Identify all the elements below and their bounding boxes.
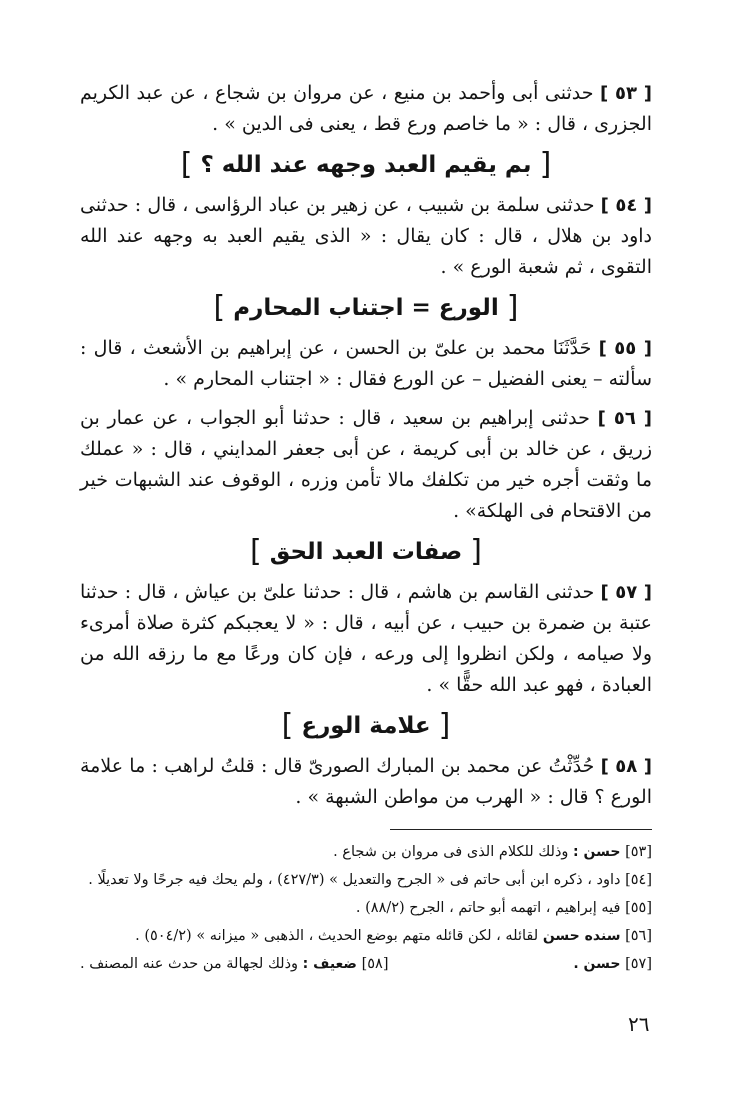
- narration-53: [80, 78, 652, 140]
- narration-number: [ ٥٤ ]: [600, 195, 652, 216]
- footnote-text: داود ، ذكره ابن أبى حاتم فى « الجرح والتعديل » (٤٢٧/٣) ، ولم يحك فيه جرحًا ولا تعديلًا .: [88, 872, 621, 888]
- narration-55: [80, 333, 652, 395]
- narration-number: [ ٥٨ ]: [600, 756, 652, 777]
- footnote-tag: [٥٨]: [361, 956, 389, 972]
- footnote-57: [573, 950, 652, 978]
- section-heading-text: الورع = اجتناب المحارم: [233, 295, 499, 321]
- footnote-grade: حسن :: [573, 844, 621, 860]
- narration-57: [80, 577, 652, 701]
- narration-54: [80, 190, 652, 283]
- section-heading-text: صفات العبد الحق: [269, 539, 463, 565]
- footnote-text: وذلك للكلام الذى فى مروان بن شجاع .: [333, 844, 569, 860]
- footnote-text: وذلك لجهالة من حدث عنه المصنف .: [80, 956, 299, 972]
- footnote-tag: [٥٧]: [625, 956, 652, 972]
- section-heading-4: [ علامة الورع ]: [281, 708, 451, 743]
- narration-number: [ ٥٥ ]: [598, 338, 652, 359]
- footnote-divider: [390, 829, 652, 830]
- narration-text: حدثنى سلمة بن شبيب ، عن زهير بن عباد الرؤاسى ، قال : حدثنى داود بن هلال ، قال : كان يقال : « الذى يقيم العبد به وجهه عند الله التقوى ، ثم شعبة الورع » .: [80, 194, 652, 278]
- narration-56: [80, 403, 652, 527]
- footnotes: [80, 838, 652, 978]
- footnote-text: لقائله ، لكن قائله متهم بوضع الحديث ، الذهبى « ميزانه » (٥٠٤/٢) .: [135, 928, 539, 944]
- footnote-grade: ضعيف :: [302, 956, 357, 972]
- narration-text: حُدِّثْتُ عن محمد بن المبارك الصورىّ قال : قلتُ لراهب : ما علامة الورع ؟ قال : « الهرب من مواطن الشبهة » .: [80, 755, 652, 808]
- footnote-text: فيه إبراهيم ، اتهمه أبو حاتم ، الجرح (٨٨/٢) .: [355, 900, 621, 916]
- footnote-tag: [٥٤]: [625, 872, 652, 888]
- narration-text: حدثنى إبراهيم بن سعيد ، قال : حدثنا أبو الجواب ، عن عمار بن زريق ، عن خالد بن أبى كريمة ، عن أبى جعفر المدايني ، قال : « عملك ما وثقت أجره خير من تكلفك مالا تأمن وزره ، الوقوف عند الشبهات خير من الاقتحام فى الهلكة» .: [80, 407, 652, 522]
- footnote-54: [80, 866, 652, 894]
- footnote-grade: سنده حسن: [542, 928, 621, 944]
- section-heading-text: بم يقيم العبد وجهه عند الله ؟: [200, 152, 532, 178]
- section-heading-1: [ بم يقيم العبد وجهه عند الله ؟ ]: [180, 147, 552, 182]
- footnote-53: [80, 838, 652, 866]
- narration-number: [ ٥٦ ]: [597, 408, 653, 429]
- narration-text: حدثنى القاسم بن هاشم ، قال : حدثنا علىّ بن عياش ، قال : حدثنا عتبة بن ضمرة بن حبيب ، عن أبيه ، قال : « لا يعجبكم كثرة صلاة أمرىء ولا صيامه ، ولكن انظروا إلى ورعه ، فإن كان ورعًا مع ما رزقه الله من العبادة ، فهو عبد الله حقًّا » .: [80, 581, 652, 696]
- footnote-tag: [٥٥]: [625, 900, 652, 916]
- page-number: ٢٦: [628, 1012, 650, 1036]
- footnote-56: [80, 922, 652, 950]
- footnote-55: [80, 894, 652, 922]
- footnote-tag: [٥٣]: [625, 844, 652, 860]
- footnote-grade: حسن .: [573, 956, 621, 972]
- narration-number: [ ٥٧ ]: [600, 582, 652, 603]
- section-heading-text: علامة الورع: [301, 713, 431, 739]
- narration-number: [ ٥٣ ]: [600, 83, 652, 104]
- narration-text: حدثنى أبى وأحمد بن منيع ، عن مروان بن شجاع ، عن عبد الكريم الجزرى ، قال : « ما خاصم ورع قط ، يعنى فى الدين » .: [80, 82, 652, 135]
- section-heading-3: [ صفات العبد الحق ]: [249, 534, 482, 569]
- footnote-tag: [٥٦]: [625, 928, 652, 944]
- narration-text: حَدَّثَنَا محمد بن علىّ بن الحسن ، عن إبراهيم بن الأشعث ، قال : سألته – يعنى الفضيل – عن الورع فقال : « اجتناب المحارم » .: [80, 337, 652, 390]
- footnote-58: [80, 950, 389, 978]
- section-heading-2: [ الورع = اجتناب المحارم ]: [213, 290, 519, 325]
- narration-58: [80, 751, 652, 813]
- footnote-row-57-58: [80, 950, 652, 978]
